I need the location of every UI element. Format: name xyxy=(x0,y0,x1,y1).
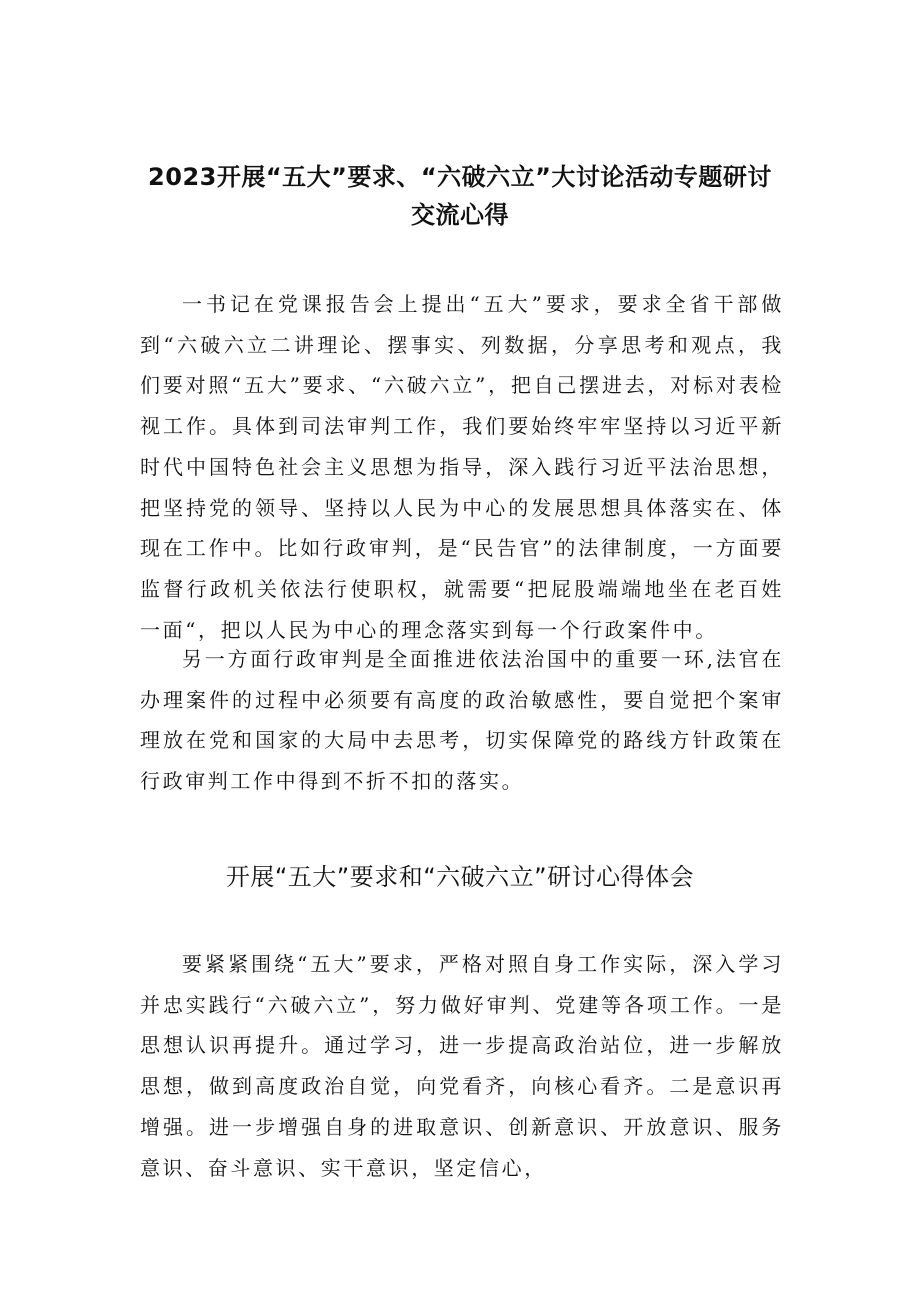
title-line-1: 2023开展“五大”要求、“六破六立”大讨论活动专题研讨 xyxy=(148,163,772,191)
section-2-title: 开展“五大”要求和“六破六立”研讨心得体会 xyxy=(225,863,695,891)
paragraph-1: 一书记在党课报告会上提出“五大”要求，要求全省干部做到“六破六立二讲理论、摆事实、列数据，分享思考和观点，我们要对照“五大”要求、“六破六立”，把自己摆进去，对标对表检视工作。具体到司法审判工作，我们要始终牢牢坚持以习近平新时代中国特色社会主义思想为指导，深入践行习近平法治思想，把坚持党的领导、坚持以人民为中心的发展思想具体落实在、体现在工作中。比如行政审判，是“民告官”的法律制度，一方面要监督行政机关依法行使职权，就需要“把屁股端端地坐在老百姓一面“，把以人民为中心的理念落实到每一个行政案件中。 xyxy=(140,292,784,642)
document-title xyxy=(140,158,780,234)
paragraph-2: 另一方面行政审判是全面推进依法治国中的重要一环,法官在办理案件的过程中必须要有高度的政治敏感性，要自觉把个案审理放在党和国家的大局中去思考，切实保障党的路线方针政策在行政审判工作中得到不折不扣的落实。 xyxy=(140,647,784,794)
paragraph-3: 要紧紧围绕“五大”要求，严格对照自身工作实际，深入学习并忠实践行“六破六立”，努力做好审判、党建等各项工作。一是思想认识再提升。通过学习，进一步提高政治站位，进一步解放思想，做到高度政治自觉，向党看齐，向核心看齐。二是意识再增强。进一步增强自身的进取意识、创新意识、开放意识、服务意识、奋斗意识、实干意识，坚定信心， xyxy=(140,952,784,1180)
title-line-2: 交流心得 xyxy=(411,201,509,229)
